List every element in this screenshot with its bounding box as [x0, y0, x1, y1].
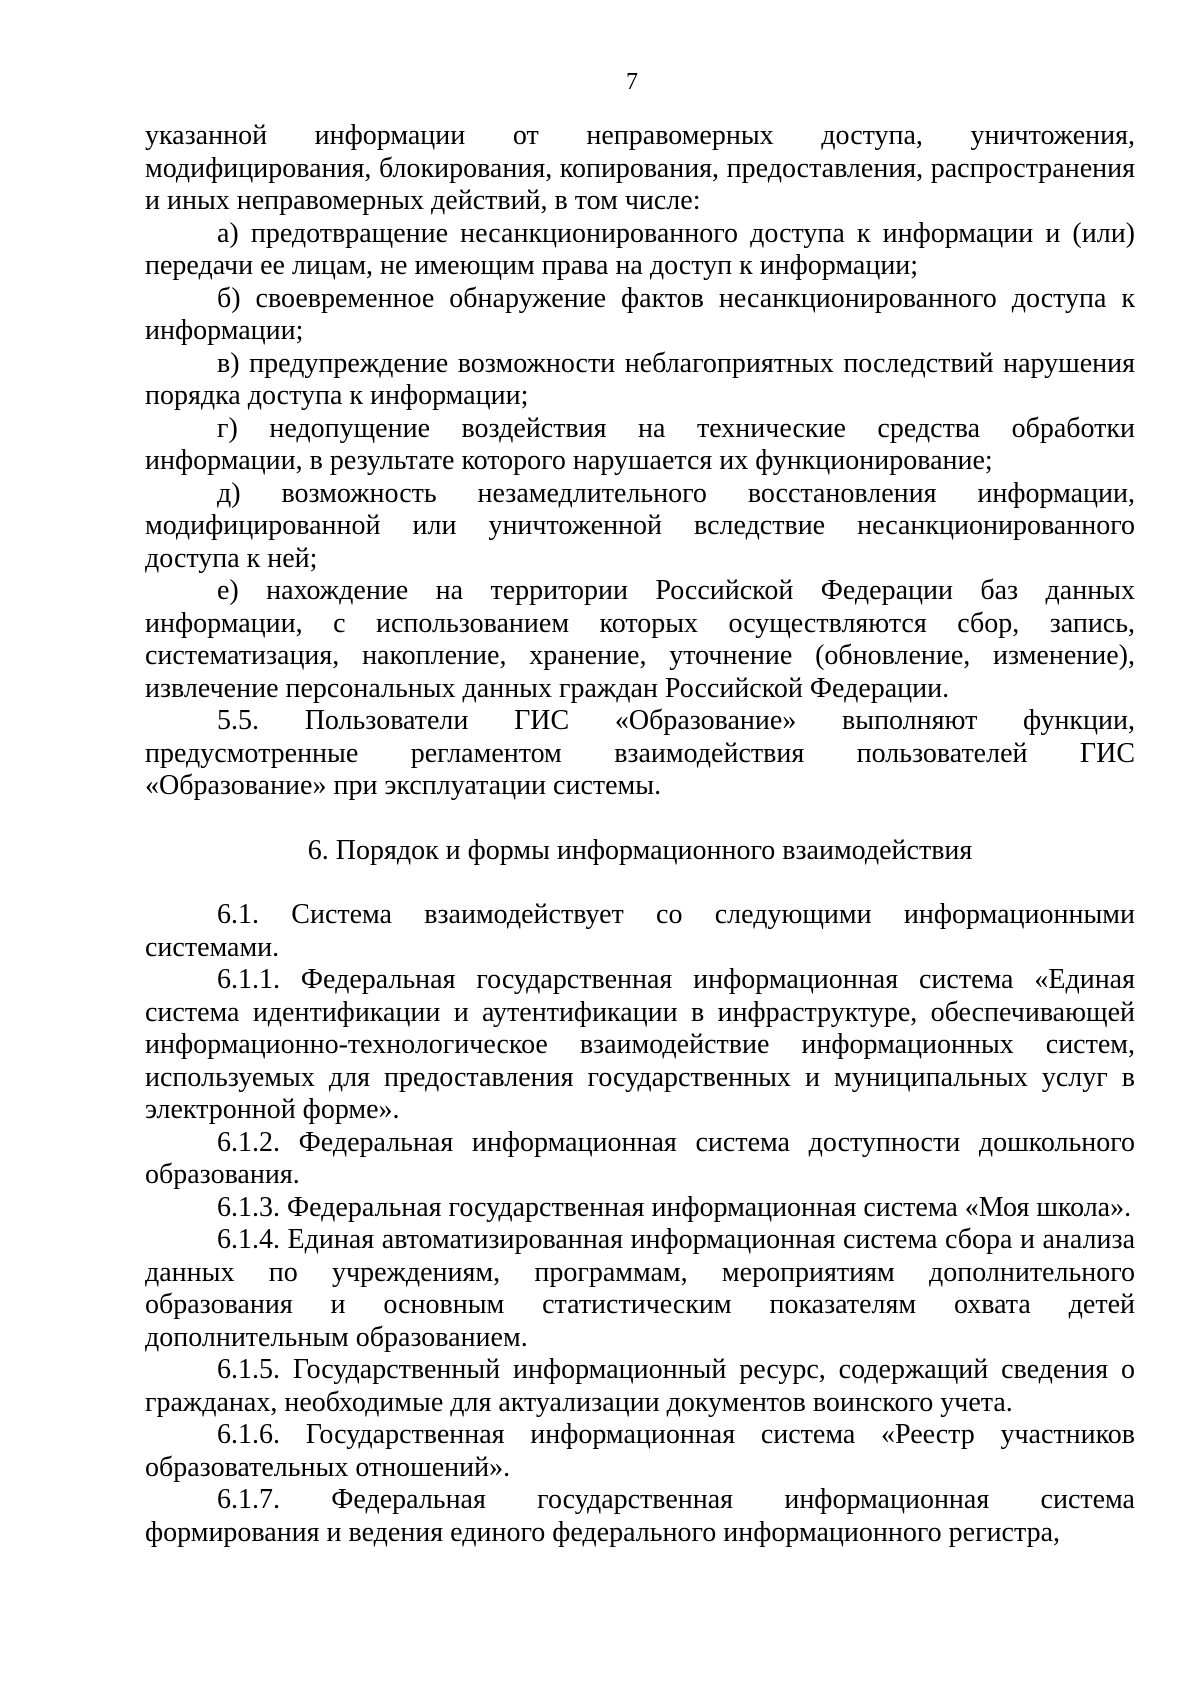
list-item-b: б) своевременное обнаружение фактов несанкционированного доступа к информации; [145, 282, 1135, 346]
list-item-v: в) предупреждение возможности неблагоприятных последствий нарушения порядка доступа к информации; [145, 347, 1135, 411]
document-body [145, 120, 1135, 1549]
list-item-g: г) недопущение воздействия на технические средства обработки информации, в результате которого нарушается их функционирование; [145, 412, 1135, 476]
clause-6-1-1: 6.1.1. Федеральная государственная информационная система «Единая система идентификации и аутентификации в инфраструктуре, обеспечивающей информационно-технологическое взаимодействие информационных систем, используемых для предоставления государственных и муниципальных услуг в электронной форме». [145, 964, 1135, 1125]
paragraph-continuation: указанной информации от неправомерных доступа, уничтожения, модифицирования, блокирования, копирования, предоставления, распространения и иных неправомерных действий, в том числе: [145, 120, 1135, 216]
clause-6-1-5: 6.1.5. Государственный информационный ресурс, содержащий сведения о гражданах, необходимые для актуализации документов воинского учета. [145, 1354, 1135, 1418]
clause-6-1-7: 6.1.7. Федеральная государственная информационная система формирования и ведения единого федерального информационного регистра, [145, 1484, 1135, 1548]
page-number: 7 [626, 69, 638, 95]
clause-6-1: 6.1. Система взаимодействует со следующими информационными системами. [145, 899, 1135, 963]
section-title: 6. Порядок и формы информационного взаимодействия [307, 834, 973, 866]
clause-6-1-6: 6.1.6. Государственная информационная система «Реестр участников образовательных отношений». [145, 1419, 1135, 1483]
list-item-a: а) предотвращение несанкционированного доступа к информации и (или) передачи ее лицам, не имеющим права на доступ к информации; [145, 217, 1135, 281]
clause-6-1-3: 6.1.3. Федеральная государственная информационная система «Моя школа». [217, 1191, 1132, 1223]
clause-6-1-4: 6.1.4. Единая автоматизированная информационная система сбора и анализа данных по учреждениям, программам, мероприятиям дополнительного образования и основным статистическим показателям охвата детей дополнительным образованием. [145, 1224, 1135, 1353]
clause-5-5: 5.5. Пользователи ГИС «Образование» выполняют функции, предусмотренные регламентом взаимодействия пользователей ГИС «Образование» при эксплуатации системы. [145, 705, 1135, 801]
clause-6-1-2: 6.1.2. Федеральная информационная система доступности дошкольного образования. [145, 1126, 1135, 1190]
list-item-d: д) возможность незамедлительного восстановления информации, модифицированной или уничтоженной вследствие несанкционированного доступа к ней; [145, 477, 1135, 574]
list-item-e: е) нахождение на территории Российской Федерации баз данных информации, с использованием которых осуществляются сбор, запись, систематизация, накопление, хранение, уточнение (обновление, изменение), извлечение персональных данных граждан Российской Федерации. [145, 575, 1135, 704]
